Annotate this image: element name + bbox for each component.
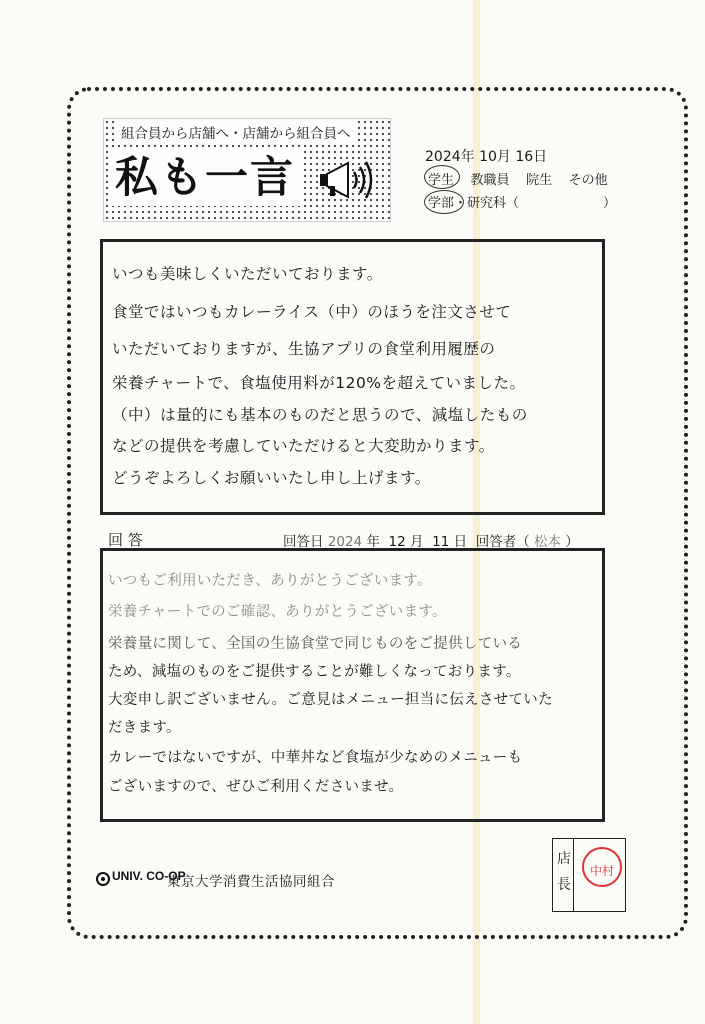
answer-line: いつもご利用いただき、ありがとうございます。 [108, 573, 432, 589]
manager-label-1: 店 [557, 851, 571, 867]
department-label: 学部・研究科（ [428, 196, 520, 211]
question-line: 食堂ではいつもカレーライス（中）のほうを注文させて [112, 303, 512, 321]
answer-line: カレーではないですが、中華丼など食塩が少なめのメニューも [108, 750, 523, 766]
question-line: いつも美味しくいただいております。 [112, 265, 383, 283]
answer-line: 栄養チャートでのご確認、ありがとうございます。 [108, 604, 447, 620]
answer-line: だきます。 [108, 720, 181, 736]
coop-name: 東京大学消費生活協同組合 [167, 874, 335, 890]
megaphone-icon [318, 158, 376, 202]
responder-close: ） [565, 534, 579, 550]
answer-line: ございますので、ぜひご利用くださいませ。 [108, 779, 404, 795]
stamp-divider [573, 838, 574, 912]
department-field [428, 192, 616, 211]
answer-line: 大変申し訳ございません。ご意見はメニュー担当に伝えさせていた [108, 692, 553, 708]
univ-coop-logo [96, 865, 186, 893]
answer-month: 12 [388, 534, 406, 550]
month-unit: 月 [410, 534, 424, 550]
manager-label [557, 846, 571, 898]
banner-subtitle: 組合員から店舗へ・店舗から組合員へ [118, 121, 354, 143]
submission-date: 2024年 10月 16日 [425, 149, 548, 165]
manager-label-2: 長 [557, 877, 571, 893]
answer-line: ため、減塩のものをご提供することが難しくなっております。 [108, 664, 521, 680]
answer-date-label: 回答日 [283, 534, 324, 550]
department-close: ） [603, 196, 617, 211]
responder-name: 松本 [534, 534, 561, 550]
question-line: などの提供を考慮していただけると大変助かります。 [112, 437, 495, 455]
red-seal-stamp [580, 845, 624, 889]
role-student: 学生 [428, 173, 455, 188]
question-line: いただいておりますが、生協アプリの食堂利用履歴の [112, 340, 496, 358]
answer-meta [283, 530, 579, 550]
answer-heading: 回 答 [108, 531, 143, 549]
role-options [428, 169, 608, 188]
responder-label: 回答者（ [475, 534, 530, 550]
banner-title: 私も一言 [109, 150, 301, 206]
question-line: （中）は量的にも基本のものだと思うので、減塩したもの [112, 406, 528, 424]
role-grad: 院生 [526, 173, 553, 188]
seal-text: 中村 [589, 864, 615, 878]
answer-year: 2024 [327, 534, 363, 550]
answer-line: 栄養量に関して、全国の生協食堂で同じものをご提供している [108, 636, 523, 652]
day-unit: 日 [453, 534, 468, 550]
role-staff: 教職員 [470, 173, 510, 188]
question-line: 栄養チャートで、食塩使用料が120%を超えていました。 [112, 374, 526, 392]
answer-day: 11 [432, 534, 450, 550]
question-line: どうぞよろしくお願いいたし申し上げます。 [112, 469, 431, 487]
logo-text: UNIV. CO-OP [112, 869, 186, 883]
role-other: その他 [568, 173, 608, 188]
year-unit: 年 [366, 534, 380, 550]
